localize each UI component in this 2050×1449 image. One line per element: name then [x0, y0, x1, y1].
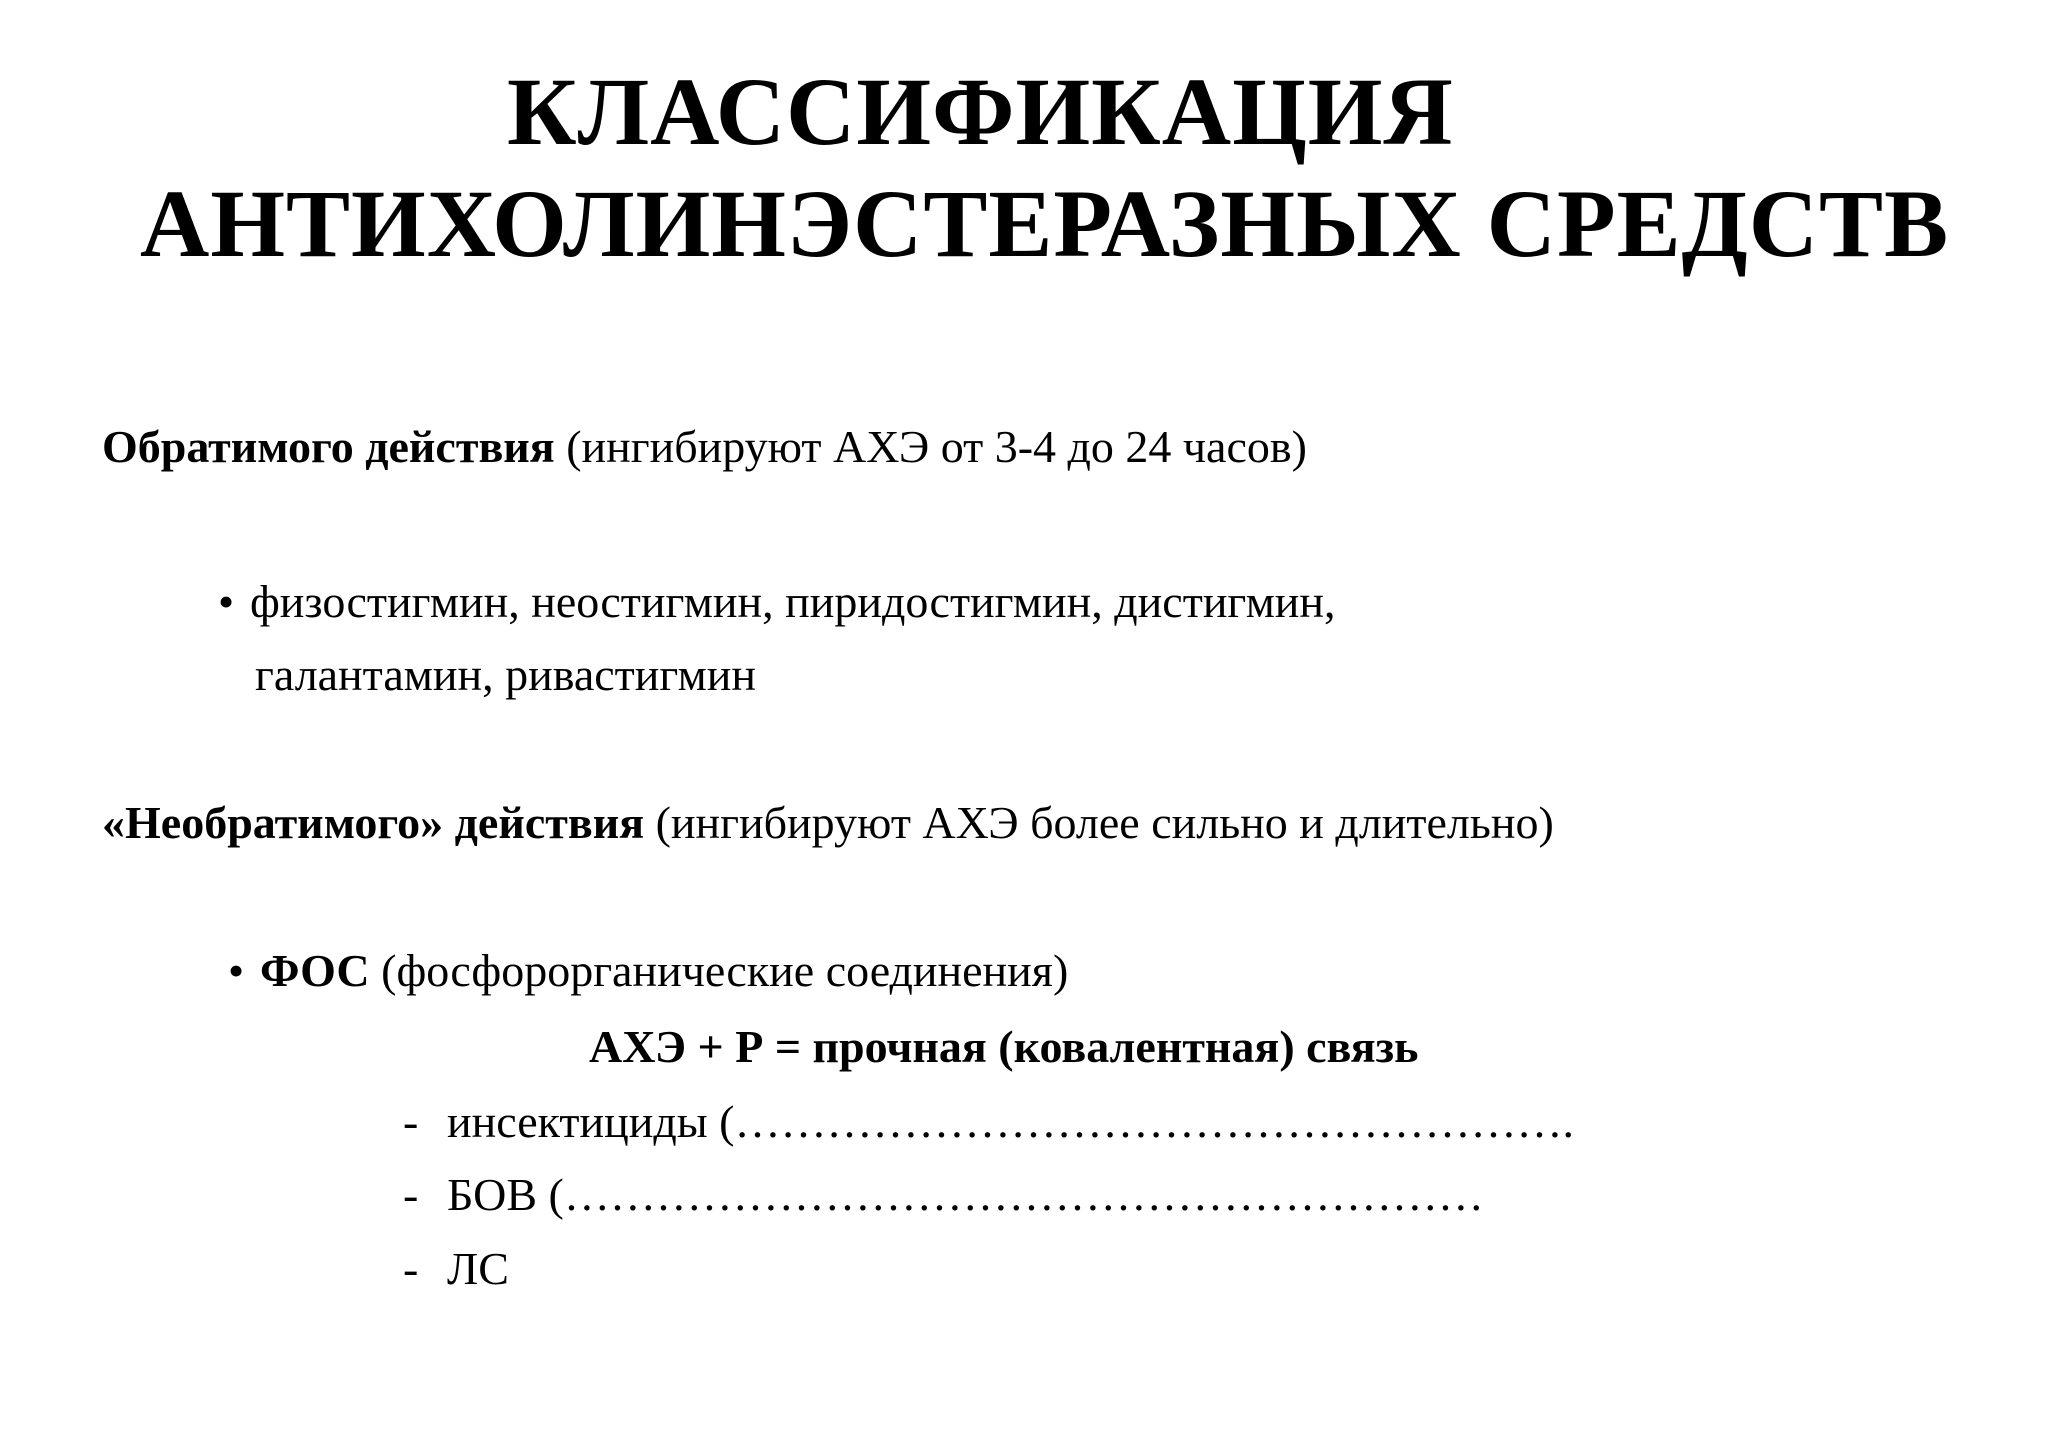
- list-item-text: ЛС: [447, 1243, 509, 1294]
- dash-icon: -: [403, 1169, 419, 1220]
- reversible-note: (ингибируют АХЭ от 3-4 до 24 часов): [554, 421, 1307, 472]
- reversible-drugs-line-2: галантамин, ривастигмин: [255, 649, 756, 700]
- fos-note: (фосфорорганические соединения): [369, 945, 1069, 996]
- fos-label: ФОС: [260, 945, 370, 996]
- bullet-icon: •: [228, 945, 245, 996]
- fos-line: [228, 945, 1069, 996]
- dash-icon: -: [403, 1243, 419, 1294]
- list-item-text: БОВ (……………………………………………………: [447, 1169, 1484, 1220]
- list-item-ls: [403, 1243, 509, 1294]
- list-item-insecticides: [403, 1096, 1574, 1147]
- title-line-1: КЛАССИФИКАЦИЯ: [507, 58, 1454, 165]
- reaction-formula: АХЭ + Р = прочная (ковалентная) связь: [589, 1021, 1419, 1072]
- bullet-icon: •: [218, 576, 235, 627]
- reversible-heading: Обратимого действия: [102, 421, 555, 472]
- irreversible-heading: «Необратимого» действия: [102, 797, 645, 848]
- reversible-drugs-line-1: [218, 576, 1336, 627]
- list-item-text: инсектициды (……………………………………………….: [447, 1096, 1574, 1147]
- title-line-2: АНТИХОЛИНЭСТЕРАЗНЫХ СРЕДСТВ: [140, 170, 1950, 277]
- reversible-drugs-text-1: физостигмин, неостигмин, пиридостигмин, дистигмин,: [250, 576, 1336, 627]
- list-item-bov: [403, 1169, 1484, 1220]
- irreversible-section-heading: [102, 797, 1554, 848]
- dash-icon: -: [403, 1096, 419, 1147]
- irreversible-note: (ингибируют АХЭ более сильно и длительно): [644, 797, 1554, 848]
- reversible-section-heading: [102, 421, 1307, 472]
